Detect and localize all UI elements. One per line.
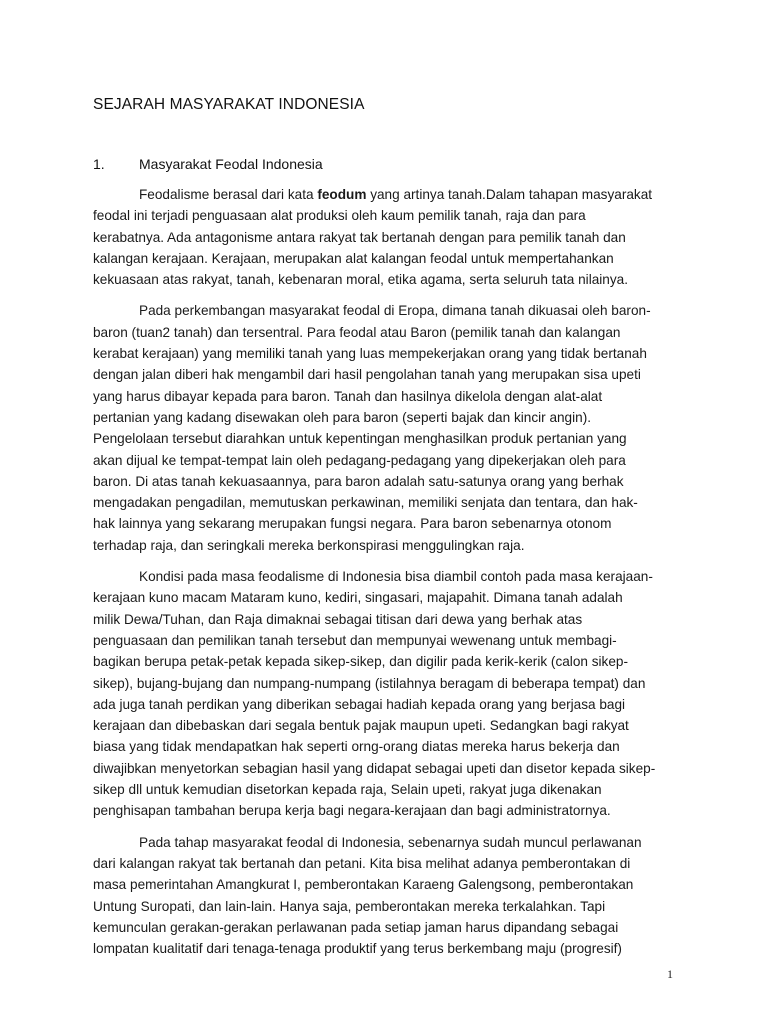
section-heading	[93, 156, 323, 172]
paragraph-line: mengadakan pengadilan, memutuskan perkawinan, memiliki senjata dan tentara, dan hak-	[93, 495, 638, 511]
paragraph	[93, 300, 683, 556]
paragraph-line: milik Dewa/Tuhan, dan Raja dimaknai sebagai titisan dari dewa yang berhak atas	[93, 611, 583, 627]
paragraph	[93, 184, 683, 290]
paragraph-line: pertanian yang kadang disewakan oleh para baron (seperti bajak dan kincir angin).	[93, 409, 592, 425]
paragraph-line: ada juga tanah perdikan yang diberikan sebagai hadiah kepada orang yang berjasa bagi	[93, 696, 626, 712]
paragraph-line: yang harus dibayar kepada para baron. Tanah dan hasilnya dikelola dengan alat-alat	[93, 388, 603, 404]
paragraph-line: hak lainnya yang sekarang merupakan fungsi negara. Para baron sebenarnya otonom	[93, 516, 612, 532]
paragraph-line: terhadap raja, dan seringkali mereka berkonspirasi menggulingkan raja.	[93, 537, 525, 553]
paragraph-line: baron (tuan2 tanah) dan tersentral. Para feodal atau Baron (pemilik tanah dan kalangan	[93, 324, 621, 340]
paragraph-line: dari kalangan rakyat tak bertanah dan petani. Kita bisa melihat adanya pemberontakan di	[93, 855, 631, 871]
paragraph-line: akan dijual ke tempat-tempat lain oleh pedagang-pedagang yang dipekerjakan oleh para	[93, 452, 626, 468]
paragraph-line: kalangan kerajaan. Kerajaan, merupakan alat kalangan feodal untuk mempertahankan	[93, 250, 614, 266]
paragraph-line: Pengelolaan tersebut diarahkan untuk kepentingan menghasilkan produk pertanian yang	[93, 431, 627, 447]
paragraph-line: penguasaan dan pemilikan tanah tersebut dan mempunyai wewenang untuk membagi-	[93, 632, 617, 648]
paragraph-line: Pada perkembangan masyarakat feodal di Eropa, dimana tanah dikuasai oleh baron-	[139, 303, 651, 319]
paragraph-line: sikep dll untuk kemudian disetorkan kepada raja, Selain upeti, rakyat juga dikenakan	[93, 782, 602, 798]
paragraph-line: kerajaan dan dibebaskan dari segala bentuk pajak maupun upeti. Sedangkan bagi rakyat	[93, 718, 629, 734]
paragraph-line: kemunculan gerakan-gerakan perlawanan pada setiap jaman harus dipandang sebagai	[93, 919, 619, 935]
section-title: Masyarakat Feodal Indonesia	[139, 156, 323, 172]
bold-term: feodum	[317, 187, 367, 202]
paragraph-line: Kondisi pada masa feodalisme di Indonesia bisa diambil contoh pada masa kerajaan-	[139, 569, 653, 585]
paragraph-line: kerajaan kuno macam Mataram kuno, kediri, singasari, majapahit. Dimana tanah adalah	[93, 590, 623, 606]
page-number: 1	[667, 967, 673, 981]
paragraph-line: baron. Di atas tanah kekuasaannya, para baron adalah satu-satunya orang yang berhak	[93, 473, 624, 489]
paragraph-line: dengan jalan diberi hak mengambil dari hasil pengolahan tanah yang merupakan sisa upeti	[93, 367, 641, 383]
section-number: 1.	[93, 156, 105, 172]
document-title: SEJARAH MASYARAKAT INDONESIA	[93, 96, 365, 113]
paragraph-line: diwajibkan menyetorkan sebagian hasil yang didapat sebagai upeti dan disetor kepada sikep-	[93, 760, 656, 776]
document-body	[93, 184, 683, 969]
paragraph-line: penghisapan tambahan berupa kerja bagi negara-kerajaan dan bagi administratornya.	[93, 803, 611, 819]
paragraph-line: sikep), bujang-bujang dan numpang-numpang (istilahnya beragam di beberapa tempat) dan	[93, 675, 646, 691]
paragraph-line: bagikan berupa petak-petak kepada sikep-sikep, dan digilir pada kerik-kerik (calon sikep-	[93, 654, 628, 670]
paragraph-line: biasa yang tidak mendapatkan hak seperti orng-orang diatas mereka harus bekerja dan	[93, 739, 620, 755]
paragraph-line: kerabat kerajaan) yang memiliki tanah yang luas mempekerjakan orang yang tidak bertanah	[93, 346, 647, 362]
paragraph-line: Pada tahap masyarakat feodal di Indonesia, sebenarnya sudah muncul perlawanan	[139, 834, 642, 850]
paragraph	[93, 832, 683, 960]
paragraph-line	[93, 184, 683, 205]
paragraph-line: feodal ini terjadi penguasaan alat produksi oleh kaum pemilik tanah, raja dan para	[93, 208, 586, 224]
paragraph-line: Untung Suropati, dan lain-lain. Hanya saja, pemberontakan mereka terkalahkan. Tapi	[93, 898, 606, 914]
text-segment: Feodalisme berasal dari kata	[139, 187, 318, 202]
paragraph-line: lompatan kualitatif dari tenaga-tenaga produktif yang terus berkembang maju (progresif)	[93, 941, 622, 957]
paragraph	[93, 566, 683, 822]
paragraph-line: kekuasaan atas rakyat, tanah, kebenaran moral, etika agama, serta seluruh tata nilainya.	[93, 272, 629, 288]
paragraph-line: kerabatnya. Ada antagonisme antara rakyat tak bertanah dengan para pemilik tanah dan	[93, 229, 626, 245]
paragraph-line: masa pemerintahan Amangkurat I, pemberontakan Karaeng Galengsong, pemberontakan	[93, 877, 634, 893]
text-segment: yang artinya tanah.Dalam tahapan masyarakat	[366, 187, 653, 202]
